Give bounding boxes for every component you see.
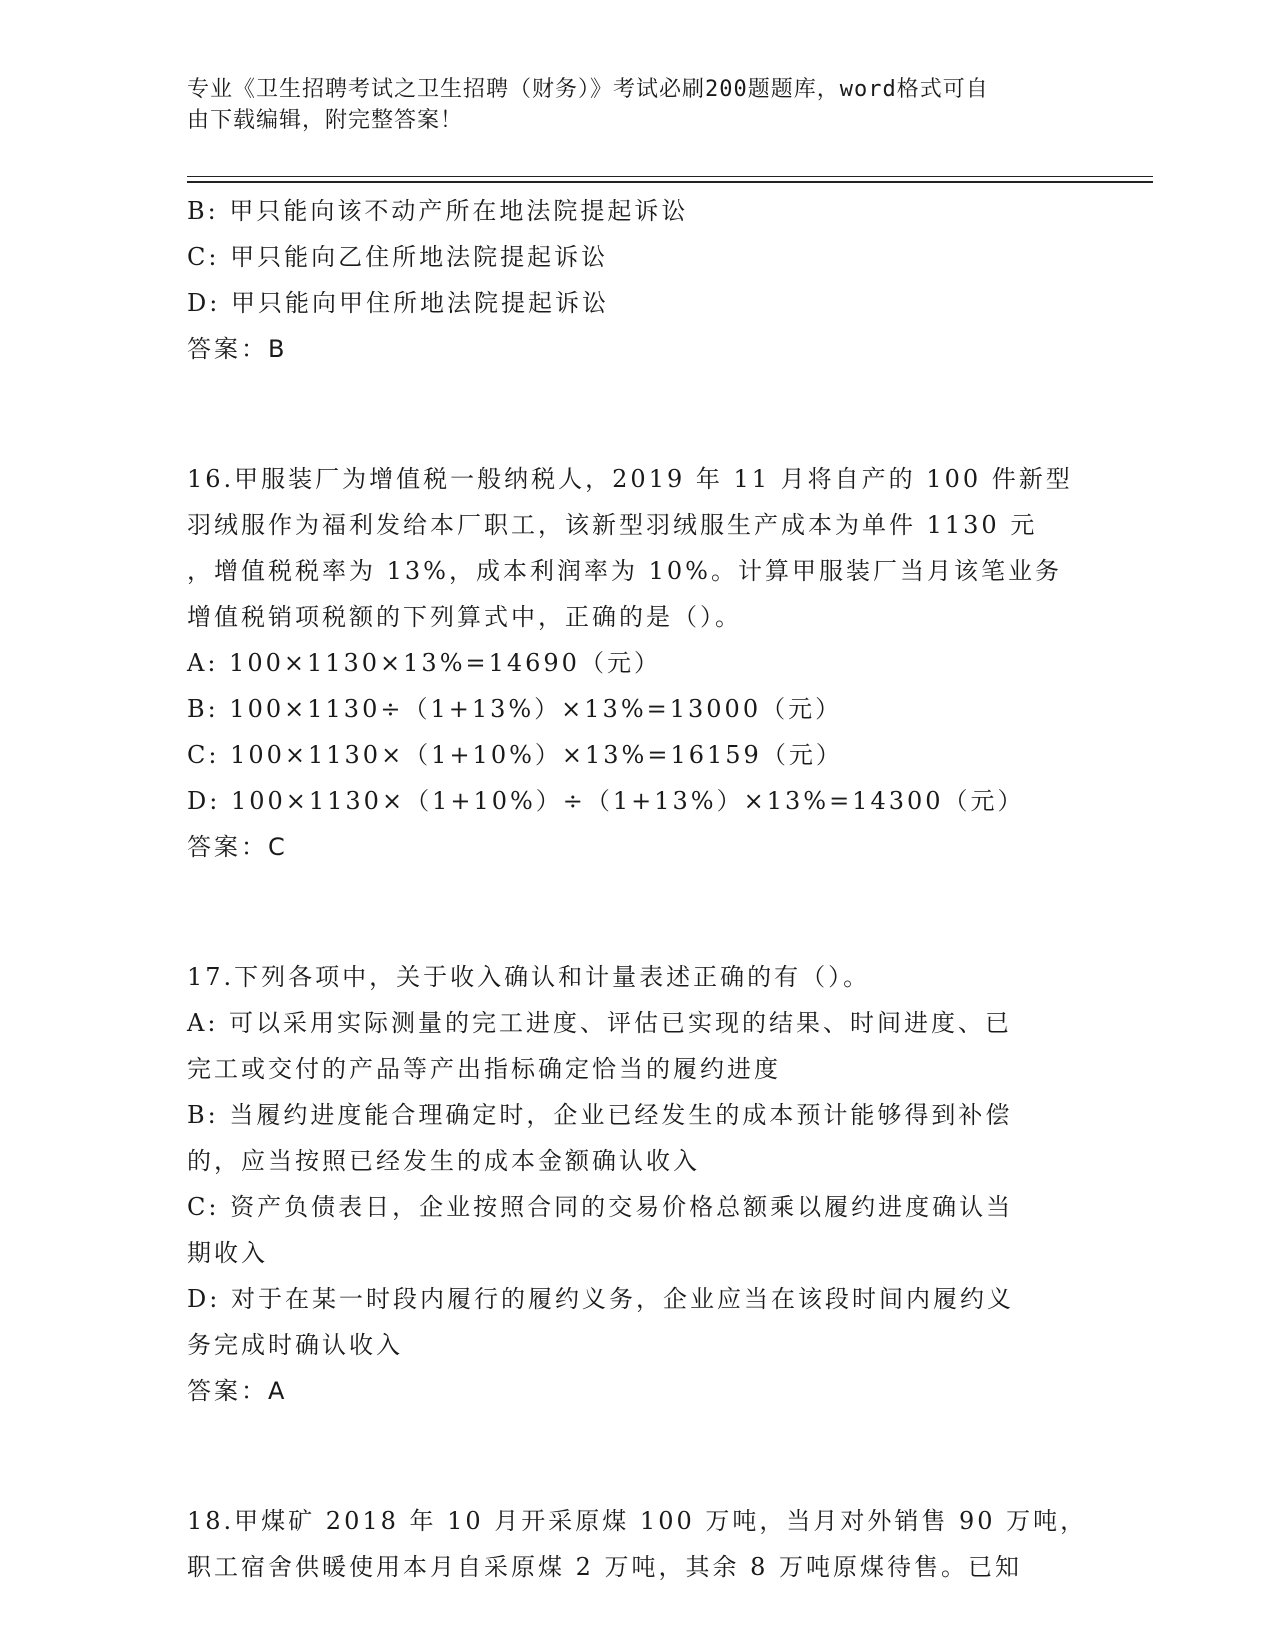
q17-option-c: 期收入 — [187, 1239, 268, 1267]
q17-answer: 答案：A — [187, 1377, 288, 1405]
q17-option-a: A: 可以采用实际测量的完工进度、评估已实现的结果、时间进度、已 — [187, 1009, 1013, 1037]
q17-option-a: 完工或交付的产品等产出指标确定恰当的履约进度 — [187, 1055, 781, 1083]
question-15 — [187, 188, 1067, 372]
document-body — [187, 188, 1088, 1590]
q15-option-d: D: 甲只能向甲住所地法院提起诉讼 — [187, 289, 609, 317]
q16-option-d: D: 100×1130×（1+10%）÷（1+13%）×13%=14300（元） — [187, 787, 1025, 815]
header-divider-thin — [187, 176, 1153, 177]
q16-answer: 答案：C — [187, 833, 288, 861]
q17-stem: 17.下列各项中，关于收入确认和计量表述正确的有（）。 — [187, 963, 871, 991]
q17-option-c: C: 资产负债表日，企业按照合同的交易价格总额乘以履约进度确认当 — [187, 1193, 1014, 1221]
q16-stem-line: 增值税销项税额的下列算式中，正确的是（）。 — [187, 603, 742, 631]
spacer — [187, 372, 1067, 456]
spacer — [187, 870, 1067, 954]
q15-answer: 答案：B — [187, 335, 288, 363]
question-17 — [187, 954, 1067, 1414]
q16-stem-line: 16.甲服装厂为增值税一般纳税人，2019 年 11 月将自产的 100 件新型 — [187, 465, 1073, 493]
q15-option-b: B: 甲只能向该不动产所在地法院提起诉讼 — [187, 197, 689, 225]
q16-stem-line: ，增值税税率为 13%，成本利润率为 10%。计算甲服装厂当月该笔业务 — [187, 557, 1062, 585]
header-line-1: 专业《卫生招聘考试之卫生招聘（财务）》考试必刷200题题库，word格式可自 — [187, 77, 989, 102]
header-divider-thick — [187, 181, 1153, 183]
question-18 — [187, 1498, 1088, 1590]
q18-stem-line: 18.甲煤矿 2018 年 10 月开采原煤 100 万吨，当月对外销售 90 万吨， — [187, 1507, 1088, 1535]
q16-option-b: B: 100×1130÷（1+13%）×13%=13000（元） — [187, 695, 843, 723]
q16-stem-line: 羽绒服作为福利发给本厂职工，该新型羽绒服生产成本为单件 1130 元 — [187, 511, 1038, 539]
q17-option-b: B: 当履约进度能合理确定时，企业已经发生的成本预计能够得到补偿 — [187, 1101, 1013, 1129]
q16-option-c: C: 100×1130×（1+10%）×13%=16159（元） — [187, 741, 843, 769]
q17-option-b: 的，应当按照已经发生的成本金额确认收入 — [187, 1147, 700, 1175]
q17-option-d: D: 对于在某一时段内履行的履约义务，企业应当在该段时间内履约义 — [187, 1285, 1014, 1313]
spacer — [187, 1414, 1067, 1498]
q15-option-c: C: 甲只能向乙住所地法院提起诉讼 — [187, 243, 609, 271]
q17-option-d: 务完成时确认收入 — [187, 1331, 403, 1359]
document-header — [187, 74, 1087, 136]
header-line-2: 由下载编辑，附完整答案！ — [187, 108, 464, 133]
q18-stem-line: 职工宿舍供暖使用本月自采原煤 2 万吨，其余 8 万吨原煤待售。已知 — [187, 1553, 1023, 1581]
question-16 — [187, 456, 1073, 870]
q16-option-a: A: 100×1130×13%=14690（元） — [187, 649, 661, 677]
